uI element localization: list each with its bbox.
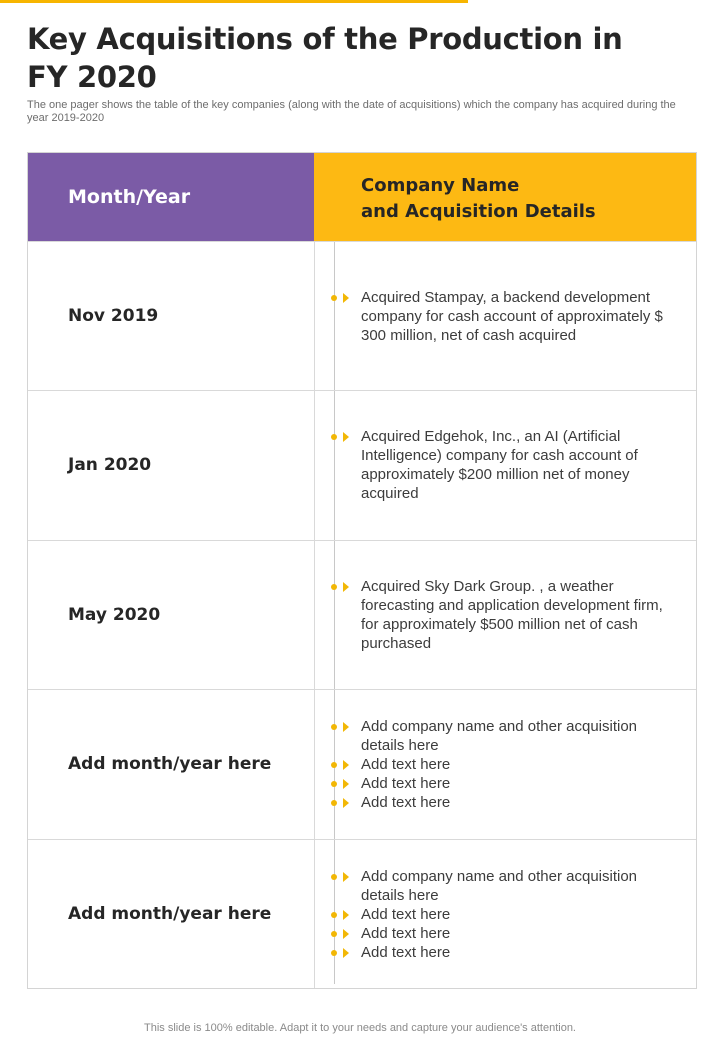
detail-line bbox=[361, 326, 663, 345]
month-year-cell: Jan 2020 bbox=[68, 455, 152, 475]
detail-text: 300 million, net of cash acquired bbox=[361, 326, 577, 344]
acquisition-details-cell bbox=[361, 541, 691, 689]
header-details-line1: Company Name bbox=[361, 175, 520, 196]
month-year-cell: May 2020 bbox=[68, 605, 161, 625]
acquisitions-table bbox=[27, 152, 697, 989]
detail-line bbox=[361, 736, 637, 755]
acquisition-details-cell bbox=[361, 840, 691, 988]
detail-text: Acquired Edgehok, Inc., an AI (Artificial bbox=[361, 428, 621, 445]
acquisition-details-cell bbox=[361, 242, 691, 390]
detail-line bbox=[361, 427, 638, 446]
detail-text: purchased bbox=[361, 635, 432, 652]
header-details-line2: and Acquisition Details bbox=[361, 201, 596, 222]
page-subtitle: The one pager shows the table of the key companies (along with the date of acquisitions) which the company has acquired during the year 2019-2020 bbox=[27, 99, 676, 124]
footer-note: This slide is 100% editable. Adapt it to your needs and capture your audience's attention. bbox=[144, 1022, 576, 1034]
detail-line bbox=[361, 484, 638, 503]
detail-line bbox=[361, 577, 663, 596]
acquisition-details-cell bbox=[361, 391, 691, 539]
detail-line bbox=[361, 905, 637, 924]
detail-text: Add company name and other acquisition bbox=[361, 867, 638, 885]
bullet-arrow-icon bbox=[331, 722, 351, 732]
detail-text: details here bbox=[361, 886, 439, 904]
detail-line bbox=[361, 867, 637, 886]
top-accent-bar bbox=[0, 0, 468, 3]
detail-text: Add text here bbox=[361, 774, 451, 792]
detail-text: Add text here bbox=[361, 755, 451, 773]
detail-line bbox=[361, 288, 663, 307]
detail-line bbox=[361, 634, 663, 653]
detail-line bbox=[361, 886, 637, 905]
bullet-arrow-icon bbox=[331, 929, 351, 939]
detail-line bbox=[361, 465, 638, 484]
table-row bbox=[28, 241, 696, 391]
detail-text: approximately $200 million net of money bbox=[361, 466, 630, 483]
bullet-arrow-icon bbox=[331, 798, 351, 808]
table-row bbox=[28, 839, 696, 989]
bullet-arrow-icon bbox=[331, 432, 351, 442]
header-month-year: Month/Year bbox=[28, 153, 314, 241]
detail-text: Acquired Sky Dark Group. , a weather bbox=[361, 578, 614, 595]
detail-text: acquired bbox=[361, 485, 419, 502]
bullet-arrow-icon bbox=[331, 910, 351, 920]
detail-text: Add text here bbox=[361, 924, 451, 942]
bullet-arrow-icon bbox=[331, 582, 351, 592]
detail-text: details here bbox=[361, 736, 439, 754]
bullet-arrow-icon bbox=[331, 293, 351, 303]
detail-line bbox=[361, 717, 637, 736]
bullet-arrow-icon bbox=[331, 872, 351, 882]
detail-line bbox=[361, 924, 637, 943]
detail-line bbox=[361, 446, 638, 465]
acquisition-details-cell bbox=[361, 690, 691, 838]
bullet-arrow-icon bbox=[331, 779, 351, 789]
detail-text: company for cash account of approximately $ bbox=[361, 307, 663, 325]
table-row bbox=[28, 689, 696, 839]
detail-text: Add text here bbox=[361, 793, 451, 811]
month-year-cell: Add month/year here bbox=[68, 754, 272, 774]
detail-text: forecasting and application development firm, bbox=[361, 597, 663, 614]
detail-line bbox=[361, 755, 637, 774]
detail-line bbox=[361, 943, 637, 962]
detail-line bbox=[361, 793, 637, 812]
detail-text: Add company name and other acquisition bbox=[361, 717, 638, 735]
detail-text: for approximately $500 million net of cash bbox=[361, 616, 638, 633]
bullet-arrow-icon bbox=[331, 948, 351, 958]
month-year-cell: Add month/year here bbox=[68, 904, 272, 924]
detail-text: Intelligence) company for cash account of bbox=[361, 447, 638, 464]
header-company-details bbox=[314, 153, 696, 241]
page-title: Key Acquisitions of the Production in FY 2020 bbox=[27, 22, 623, 94]
detail-line bbox=[361, 774, 637, 793]
detail-text: Add text here bbox=[361, 943, 451, 961]
detail-text: Add text here bbox=[361, 905, 451, 923]
bullet-arrow-icon bbox=[331, 760, 351, 770]
detail-text: Acquired Stampay, a backend development bbox=[361, 288, 651, 306]
detail-line bbox=[361, 596, 663, 615]
detail-line bbox=[361, 615, 663, 634]
month-year-cell: Nov 2019 bbox=[68, 306, 159, 326]
detail-line bbox=[361, 307, 663, 326]
table-row bbox=[28, 540, 696, 690]
table-row bbox=[28, 390, 696, 540]
